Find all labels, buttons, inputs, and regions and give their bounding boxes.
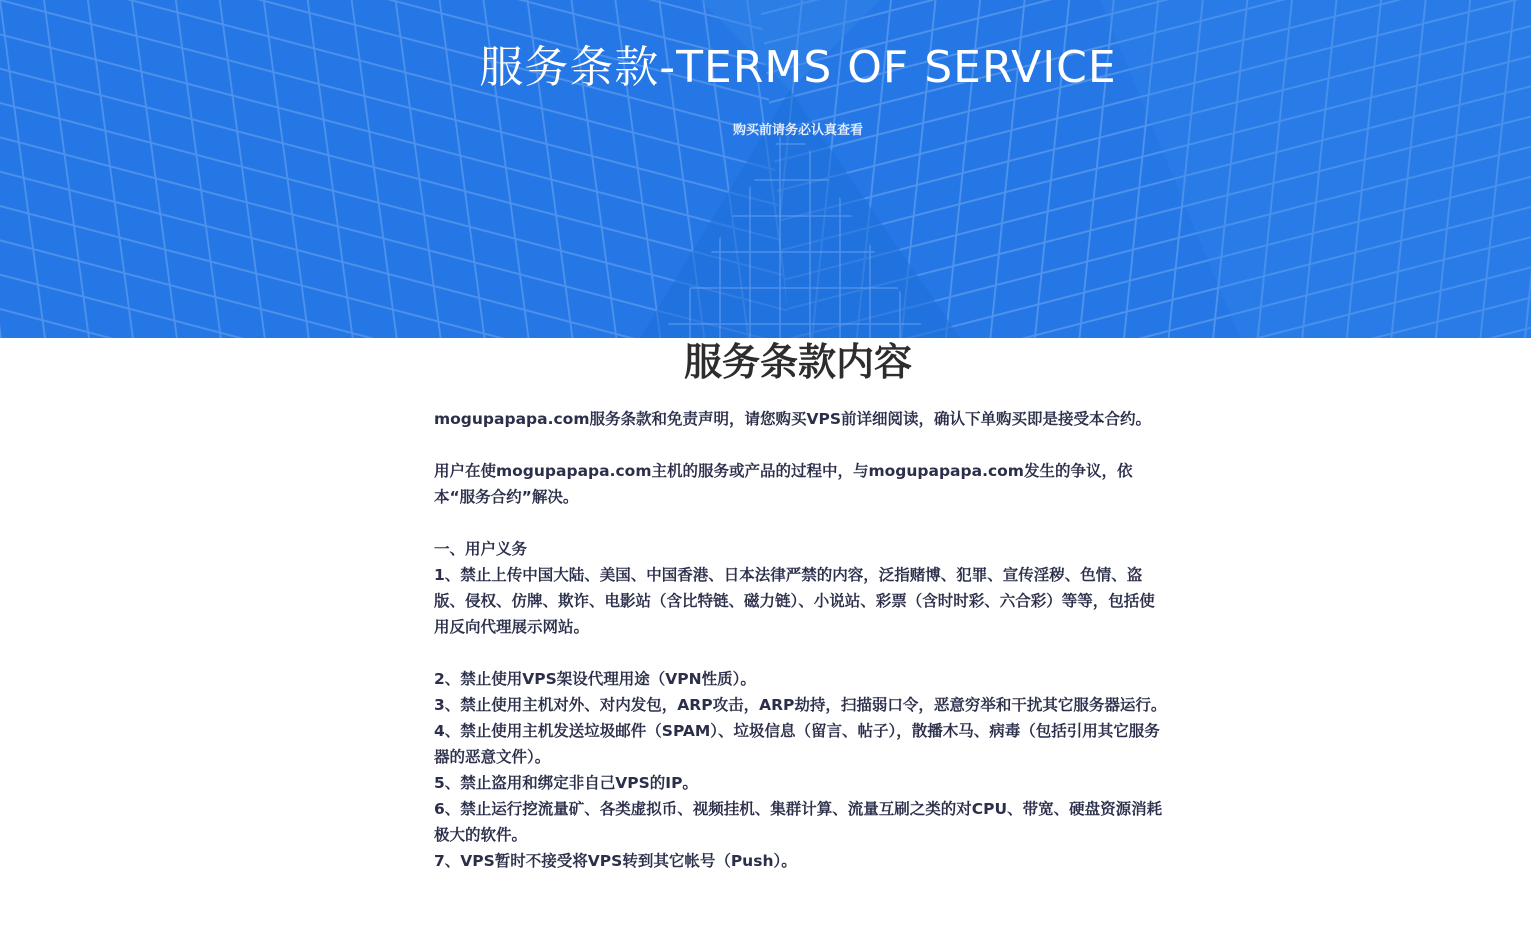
rule-item: 4、禁止使用主机发送垃圾邮件（SPAM）、垃圾信息（留言、帖子），散播木马、病毒（包括引用其它服务器的恶意文件）。: [434, 722, 1160, 766]
intro-paragraph: 用户在使mogupapapa.com主机的服务或产品的过程中，与mogupapapa.com发生的争议，依本“服务合约”解决。: [434, 462, 1133, 506]
rule-item: 2、禁止使用VPS架设代理用途（VPN性质）。: [434, 670, 756, 688]
rule-item: 3、禁止使用主机对外、对内发包，ARP攻击，ARP劫持，扫描弱口令，恶意穷举和干扰其它服务器运行。: [434, 696, 1167, 714]
hero-subtitle: 购买前请务必认真查看: [732, 123, 863, 138]
hero-title: 服务条款-TERMS OF SERVICE: [479, 42, 1117, 93]
content-title: 服务条款内容: [683, 340, 912, 384]
terms-article: [434, 406, 1170, 874]
rule-item: 5、禁止盗用和绑定非自己VPS的IP。: [434, 774, 698, 792]
rule-item: 1、禁止上传中国大陆、美国、中国香港、日本法律严禁的内容，泛指赌博、犯罪、宣传淫秽、色情、盗版、侵权、仿牌、欺诈、电影站（含比特链、磁力链）、小说站、彩票（含时时彩、六合彩）等等，包括使用反向代理展示网站。: [434, 566, 1155, 636]
rule-item: 6、禁止运行挖流量矿、各类虚拟币、视频挂机、集群计算、流量互刷之类的对CPU、带宽、硬盘资源消耗极大的软件。: [434, 800, 1163, 844]
spacer: [434, 510, 1170, 536]
rule-item: 7、VPS暂时不接受将VPS转到其它帐号（Push）。: [434, 852, 797, 870]
spacer: [434, 432, 1170, 458]
hero-banner: [0, 0, 1531, 338]
spacer: [434, 640, 1170, 666]
section-heading: 一、用户义务: [434, 540, 528, 558]
terms-content-section: [0, 338, 1531, 870]
intro-paragraph: mogupapapa.com服务条款和免责声明，请您购买VPS前详细阅读，确认下单购买即是接受本合约。: [434, 410, 1151, 428]
